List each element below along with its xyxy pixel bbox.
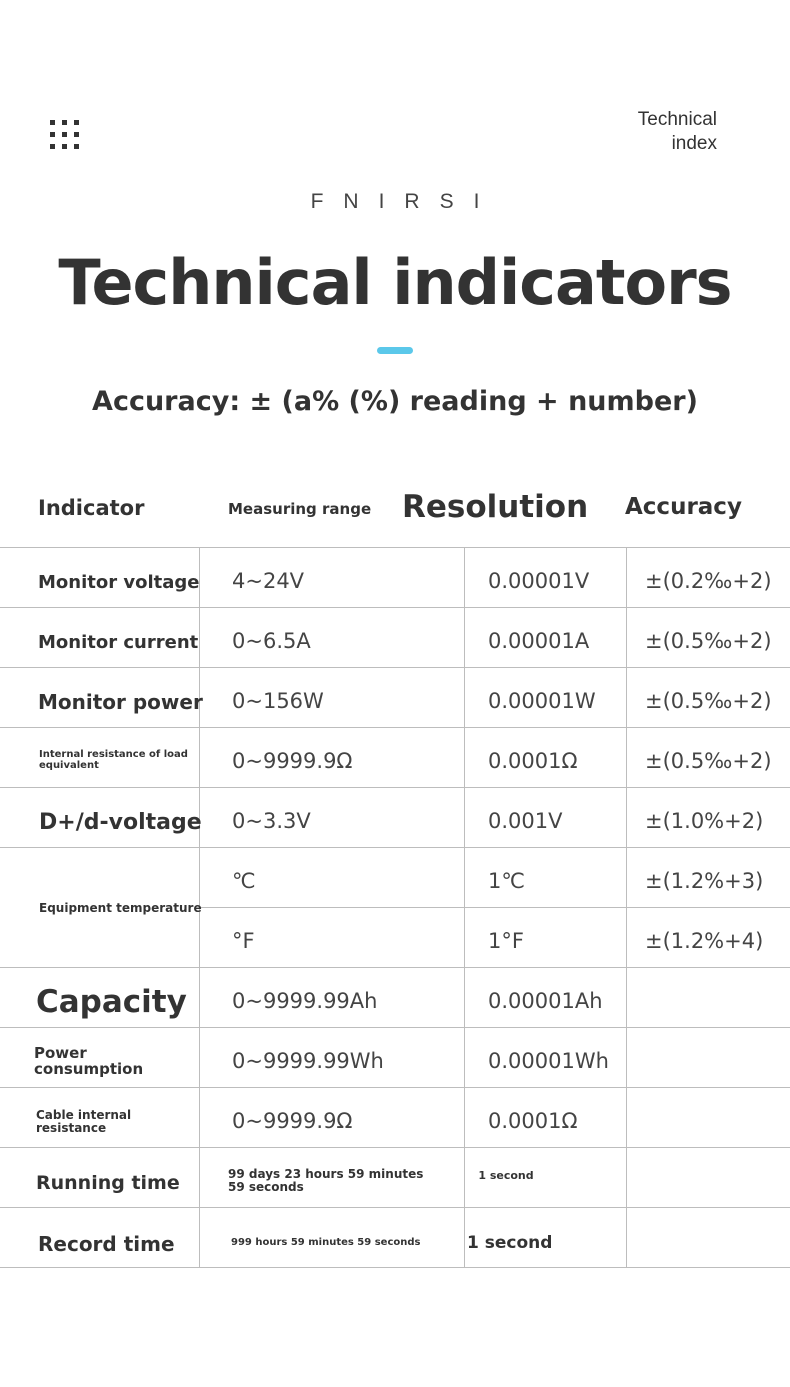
accuracy-d-voltage: ±(1.0%+2) [645,809,764,833]
page-title: Technical indicators [58,246,732,319]
resolution-monitor-power: 0.00001W [488,689,596,713]
column-header-resolution: Resolution [402,489,589,525]
resolution-temperature-f: 1°F [488,929,524,953]
grid-dots-icon [50,120,80,150]
table-divider [0,967,790,968]
range-record-time: 999 hours 59 minutes 59 seconds [231,1237,421,1248]
column-header-range: Measuring range [228,500,372,518]
indicator-power-consumption: Power consumption [34,1044,144,1078]
resolution-cable-resistance: 0.0001Ω [488,1109,578,1133]
indicator-capacity: Capacity [36,984,187,1020]
brand-name: FNIRSI [310,190,500,213]
column-header-accuracy: Accuracy [625,494,742,520]
table-divider [0,1027,790,1028]
accuracy-note: Accuracy: ± (a% (%) reading + number) [92,386,698,417]
range-temperature-c: ℃ [232,869,256,893]
indicator-monitor-power: Monitor power [38,690,203,714]
range-cable-resistance: 0~9999.9Ω [232,1109,353,1133]
indicator-monitor-voltage: Monitor voltage [38,572,200,593]
accuracy-internal-resistance: ±(0.5‰+2) [645,749,772,773]
range-power-consumption: 0~9999.99Wh [232,1049,384,1073]
range-running-time: 99 days 23 hours 59 minutes 59 seconds [228,1167,424,1194]
column-divider [464,547,465,1268]
table-divider [0,1147,790,1148]
table-divider [199,907,790,908]
range-monitor-current: 0~6.5A [232,629,311,653]
resolution-capacity: 0.00001Ah [488,989,603,1013]
indicator-equipment-temperature: Equipment temperature [39,901,202,915]
accuracy-temperature-c: ±(1.2%+3) [645,869,764,893]
table-divider [0,607,790,608]
resolution-internal-resistance: 0.0001Ω [488,749,578,773]
range-temperature-f: °F [232,929,255,953]
column-header-indicator: Indicator [38,496,145,520]
table-divider [0,1207,790,1208]
indicator-monitor-current: Monitor current [38,632,199,653]
indicator-d-voltage: D+/d-voltage [39,810,202,835]
accuracy-monitor-current: ±(0.5‰+2) [645,629,772,653]
table-divider [0,847,790,848]
accent-bar [377,347,413,354]
resolution-record-time: 1 second [467,1233,553,1253]
resolution-temperature-c: 1℃ [488,869,525,893]
indicator-running-time: Running time [36,1172,180,1194]
indicator-cable-resistance: Cable internal resistance [36,1108,132,1135]
accuracy-monitor-power: ±(0.5‰+2) [645,689,772,713]
table-divider [0,547,790,548]
range-internal-resistance: 0~9999.9Ω [232,749,353,773]
indicator-internal-resistance: Internal resistance of load equivalent [39,749,188,771]
column-divider [626,547,627,1268]
range-monitor-power: 0~156W [232,689,324,713]
table-divider [0,787,790,788]
accuracy-monitor-voltage: ±(0.2‰+2) [645,569,772,593]
table-divider [0,1087,790,1088]
resolution-power-consumption: 0.00001Wh [488,1049,609,1073]
section-tag-line-1: Technical [637,109,717,130]
resolution-d-voltage: 0.001V [488,809,563,833]
section-tag-line-2: index [671,133,717,154]
section-tag [638,108,717,156]
resolution-monitor-current: 0.00001A [488,629,590,653]
range-capacity: 0~9999.99Ah [232,989,378,1013]
resolution-running-time: 1 second [478,1169,534,1182]
table-divider [0,727,790,728]
accuracy-temperature-f: ±(1.2%+4) [645,929,764,953]
table-divider [0,667,790,668]
indicator-record-time: Record time [38,1232,175,1256]
resolution-monitor-voltage: 0.00001V [488,569,590,593]
table-divider [0,1267,790,1268]
range-monitor-voltage: 4~24V [232,569,305,593]
range-d-voltage: 0~3.3V [232,809,311,833]
